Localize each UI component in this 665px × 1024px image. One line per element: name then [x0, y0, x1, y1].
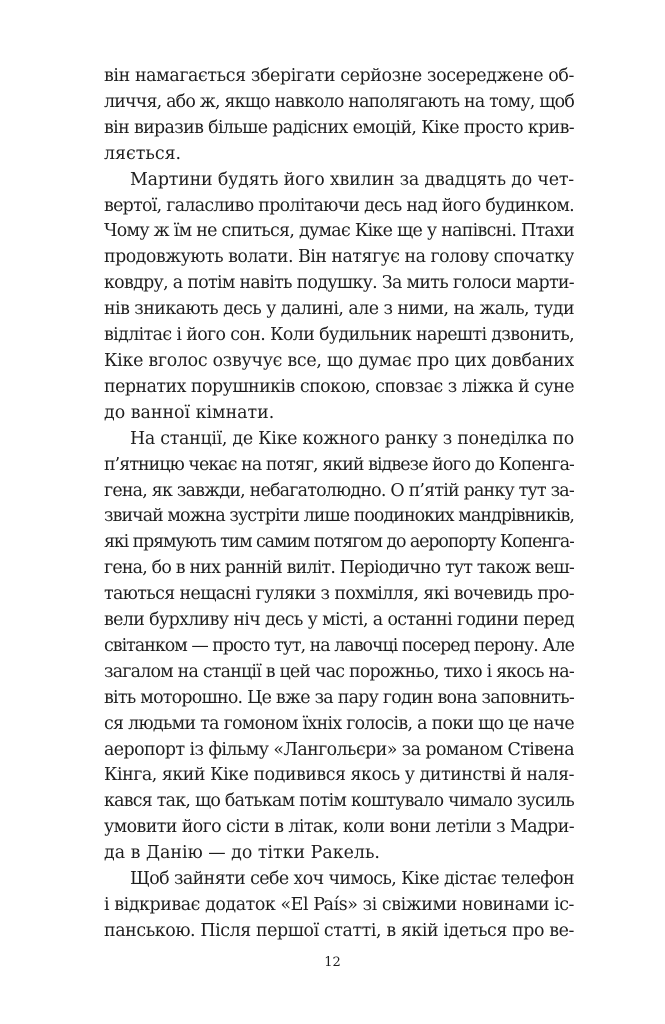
text-line: ся людьми та гомоном їхніх голосів, а поки що це наче: [104, 713, 574, 734]
text-line: Чому ж їм не спиться, думає Кіке ще у напівсні. Птахи: [104, 221, 574, 242]
paragraph-2: [104, 168, 574, 427]
text-line: Кінга, який Кіке подивився якось у дитинстві й наля-: [104, 765, 574, 786]
text-line: гена, бо в них ранній виліт. Періодично тут також веш-: [104, 558, 574, 579]
paragraph-4: [104, 867, 574, 945]
text-line: пернатих порушників спокою, сповзає з ліжка й суне: [104, 376, 574, 397]
text-line: Щоб зайняти себе хоч чимось, Кіке дістає телефон: [130, 869, 574, 890]
page-body: [104, 64, 574, 945]
text-line: ляється.: [104, 143, 182, 164]
text-line: ковдру, а потім навіть подушку. За мить голоси марти-: [104, 273, 574, 294]
text-line: таються нещасні гуляки з похмілля, які вочевидь про-: [104, 584, 574, 605]
text-line: кався так, що батькам потім коштувало чимало зусиль: [104, 791, 574, 812]
text-line: вертої, галасливо пролітаючи десь над його будинком.: [104, 195, 574, 216]
text-line: гена, як завжди, небагатолюдно. О п’ятій ранку тут за-: [104, 480, 574, 501]
text-line: вели бурхливу ніч десь у місті, а останні години перед: [104, 610, 574, 631]
paragraph-1: [104, 64, 574, 168]
text-line: Кіке вголос озвучує все, що думає про цих довбаних: [104, 350, 574, 371]
text-line: віть моторошно. Це вже за пару годин вона заповнить-: [104, 687, 574, 708]
text-line: до ванної кімнати.: [104, 402, 275, 423]
text-line: які прямують тим самим потягом до аеропорту Копенга-: [104, 532, 574, 553]
text-line: Мартини будять його хвилин за двадцять до чет-: [130, 169, 574, 190]
text-line: личчя, або ж, якщо навколо наполягають на тому, щоб: [104, 91, 574, 112]
paragraph-3: [104, 427, 574, 867]
text-line: світанком — просто тут, на лавочці посеред перону. Але: [104, 635, 574, 656]
text-line: На станції, де Кіке кожного ранку з понеділка по: [130, 428, 574, 449]
text-line: панською. Після першої статті, в якій ідеться про ве-: [104, 920, 574, 941]
text-line: він виразив більше радісних емоцій, Кіке просто крив-: [104, 117, 574, 138]
text-line: і відкриває додаток «El País» зі свіжими новинами іс-: [104, 895, 574, 915]
text-line: аеропорт із фільму «Лангольєри» за романом Стівена: [104, 739, 574, 760]
text-line: да в Данію — до тітки Ракель.: [104, 843, 380, 864]
text-line: умовити його сісти в літак, коли вони летіли з Мадри-: [104, 817, 574, 838]
text-line: звичай можна зустріти лише поодиноких мандрівників,: [104, 506, 574, 527]
text-line: продовжують волати. Він натягує на голову спочатку: [104, 247, 574, 268]
text-line: відлітає і його сон. Коли будильник нарешті дзвонить,: [104, 325, 574, 346]
text-line: загалом на станції в цей час порожньо, тихо і якось на-: [104, 661, 574, 682]
text-line: він намагається зберігати серйозне зосереджене об-: [104, 66, 574, 86]
text-line: п’ятницю чекає на потяг, який відвезе його до Копенга-: [104, 454, 574, 475]
text-line: нів зникають десь у далині, але з ними, на жаль, туди: [104, 299, 574, 320]
page-number: 12: [324, 955, 341, 970]
